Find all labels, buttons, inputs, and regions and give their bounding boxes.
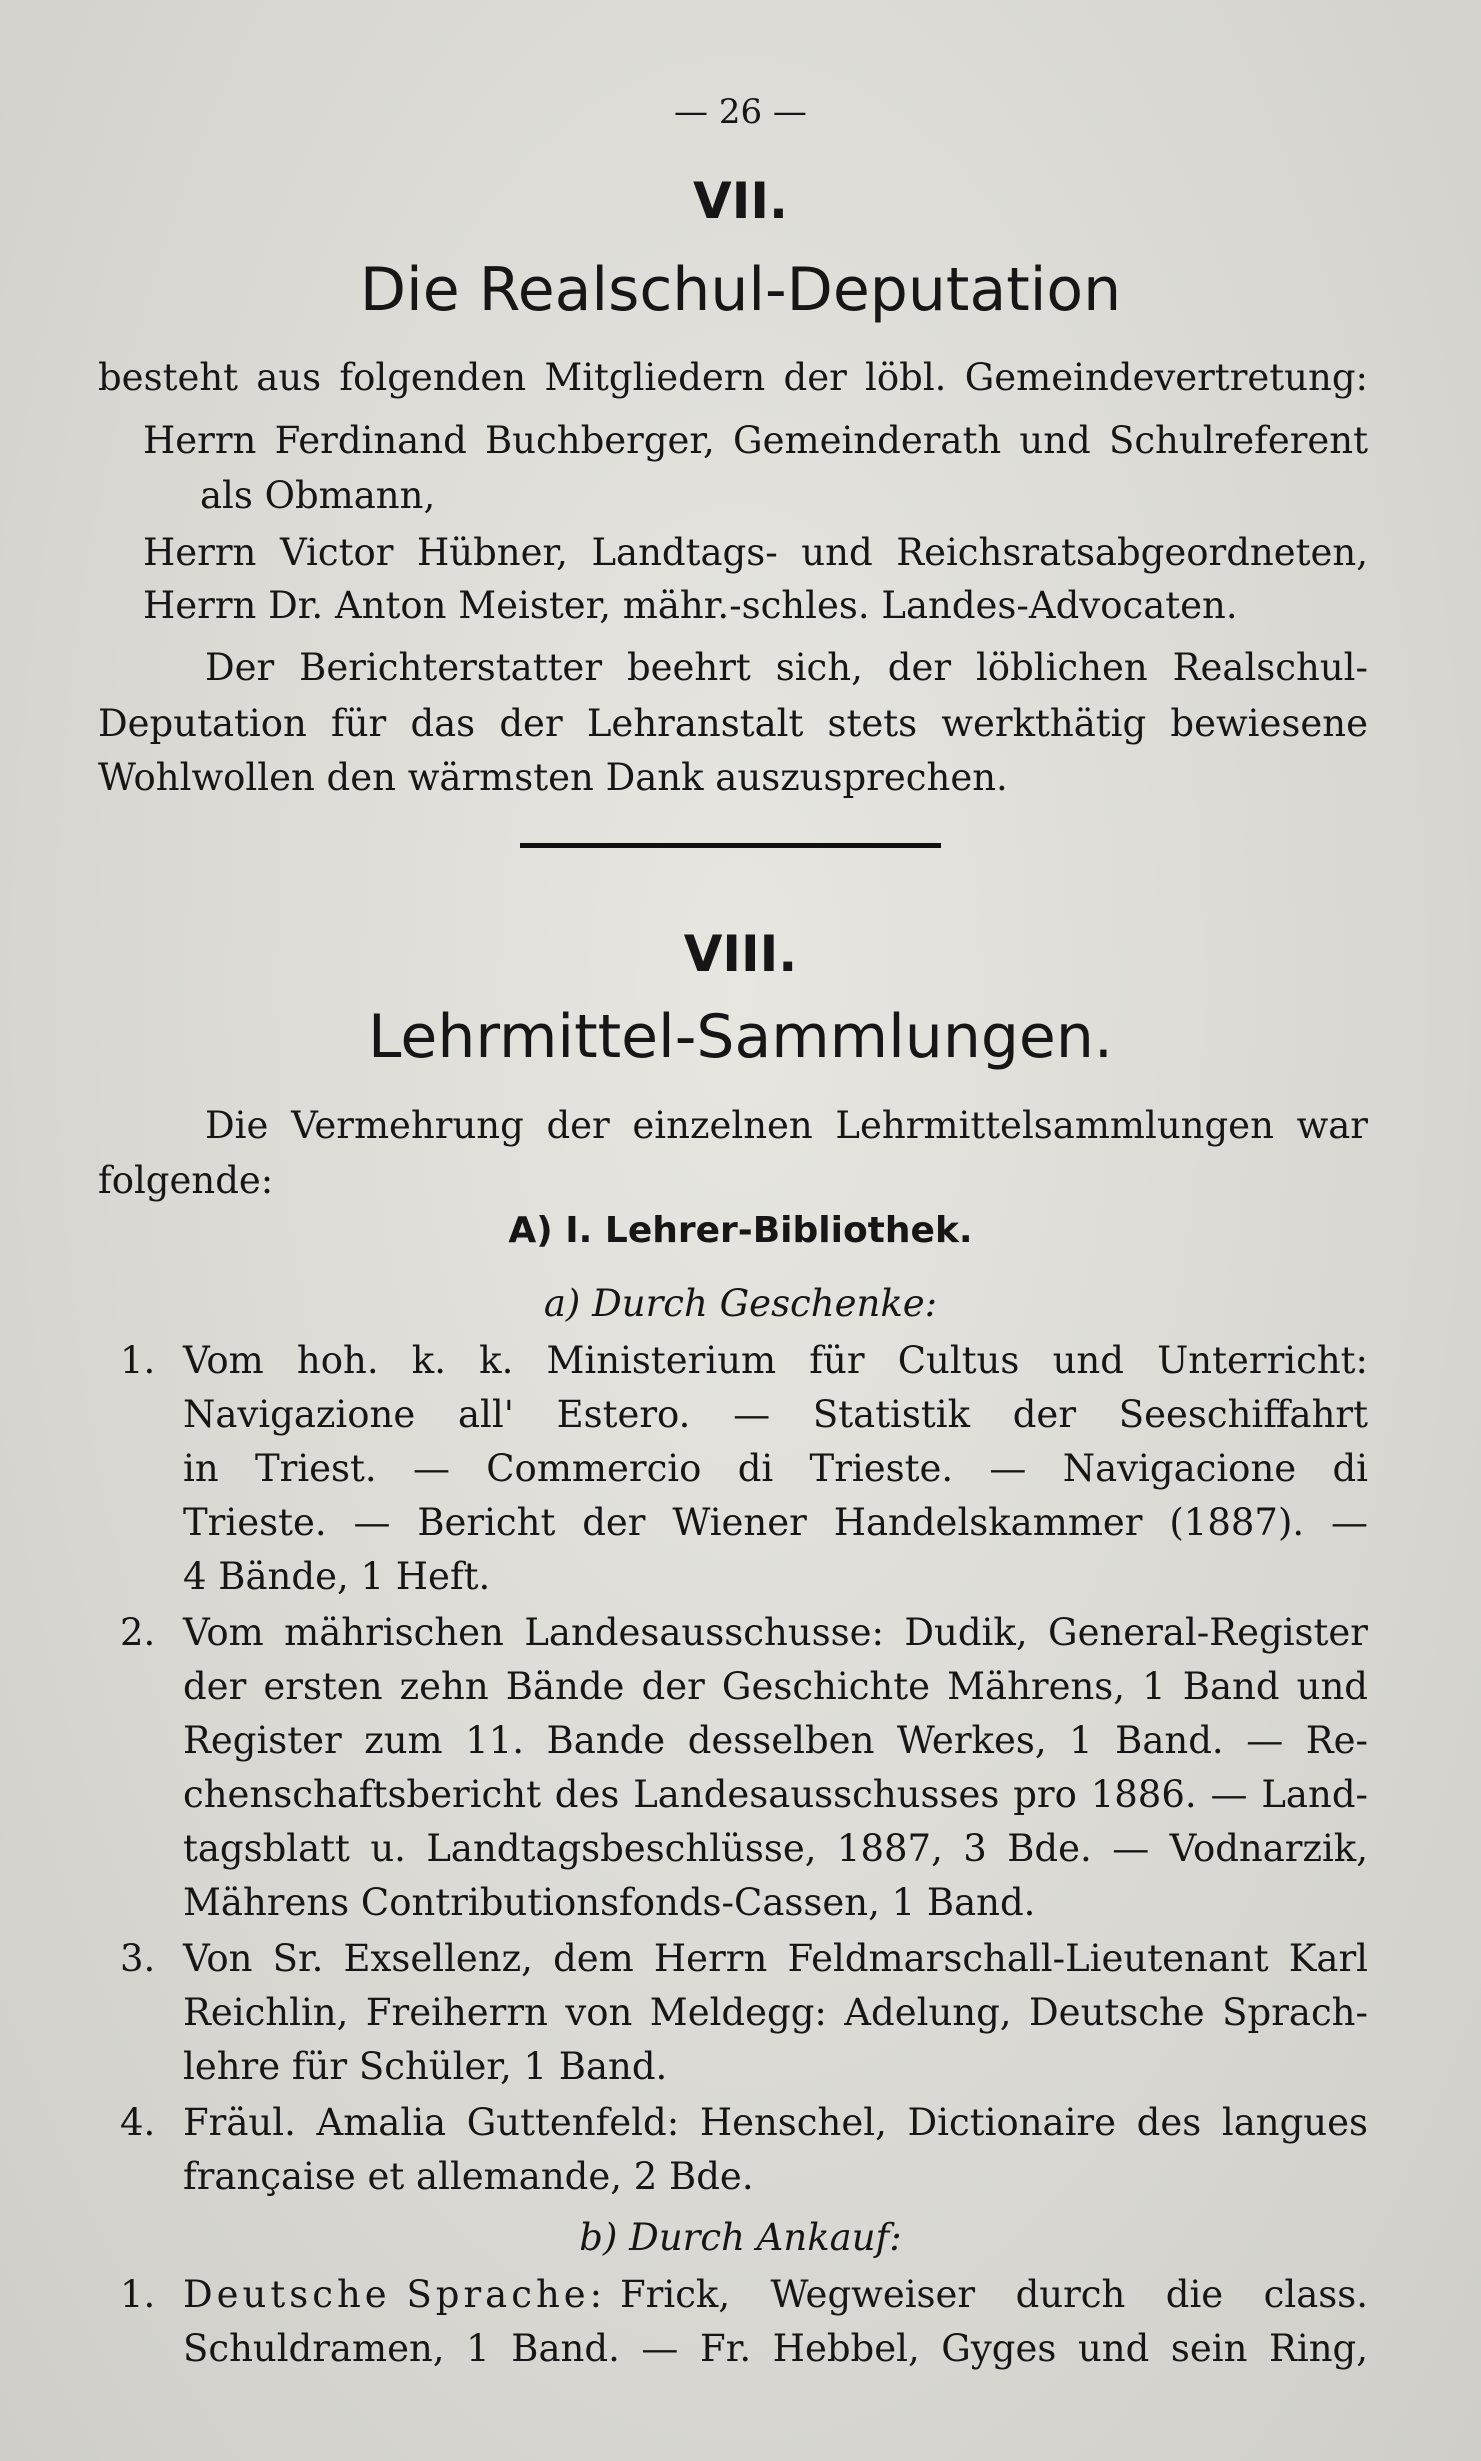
item-line: Von Sr. Exsellenz, dem Herrn Feldmarschall-Lieutenant Karl [183, 1937, 1368, 1980]
section-viii-intro: folgende: [98, 1159, 274, 1202]
item-line: in Triest. — Commercio di Trieste. — Navigacione di [183, 1447, 1368, 1490]
subheading-purchases: b) Durch Ankauf: [579, 2216, 902, 2259]
item-line: Mährens Contributionsfonds-Cassen, 1 Band. [183, 1881, 1036, 1924]
section-vii-title: Die Realschul-Deputation [359, 255, 1122, 325]
item-line: Vom mährischen Landesausschusse: Dudik, General-Register [183, 1611, 1368, 1654]
item-number: 4. [120, 2101, 156, 2144]
item-number: 2. [120, 1611, 156, 1654]
member-line: als Obmann, [200, 474, 436, 517]
item-line: Fräul. Amalia Guttenfeld: Henschel, Dictionaire des langues [183, 2101, 1368, 2144]
section-divider [520, 843, 941, 848]
thanks-line: Wohlwollen den wärmsten Dank auszusprechen. [98, 756, 1008, 799]
item-number: 1. [120, 1339, 156, 1382]
item-line: Schuldramen, 1 Band. — Fr. Hebbel, Gyges und sein Ring, [183, 2327, 1368, 2370]
item-number: 3. [120, 1937, 156, 1980]
item-line: Trieste. — Bericht der Wiener Handelskammer (1887). — [183, 1501, 1368, 1544]
thanks-line: Deputation für das der Lehranstalt stets werkthätig bewiesene [98, 702, 1368, 745]
subheading-gifts: a) Durch Geschenke: [543, 1282, 938, 1325]
item-line: lehre für Schüler, 1 Band. [183, 2045, 668, 2088]
item-line: Reichlin, Freiherrn von Meldegg: Adelung, Deutsche Sprach- [183, 1991, 1368, 2034]
item-line: der ersten zehn Bände der Geschichte Mährens, 1 Band und [183, 1665, 1368, 1708]
section-vii-numeral: VII. [693, 172, 788, 230]
section-viii-intro: Die Vermehrung der einzelnen Lehrmittelsammlungen war [205, 1104, 1368, 1147]
member-line: Herrn Ferdinand Buchberger, Gemeinderath und Schulreferent [143, 419, 1368, 462]
item-line: française et allemande, 2 Bde. [183, 2155, 754, 2198]
thanks-line: Der Berichterstatter beehrt sich, der löblichen Realschul- [205, 646, 1368, 689]
item-line: Navigazione all' Estero. — Statistik der Seeschiffahrt [183, 1393, 1368, 1436]
section-viii-numeral: VIII. [683, 925, 798, 983]
page-number: — 26 — [674, 92, 807, 132]
item-line: Register zum 11. Bande desselben Werkes, 1 Band. — Re- [183, 1719, 1368, 1762]
item-line: chenschaftsbericht des Landesausschusses pro 1886. — Land- [183, 1773, 1368, 1816]
member-line: Herrn Dr. Anton Meister, mähr.-schles. Landes-Advocaten. [143, 584, 1238, 627]
member-line: Herrn Victor Hübner, Landtags- und Reichsratsabgeordneten, [143, 531, 1368, 574]
item-line: tagsblatt u. Landtagsbeschlüsse, 1887, 3 Bde. — Vodnarzik, [183, 1827, 1368, 1870]
section-viii-title: Lehrmittel-Sammlungen. [368, 1002, 1113, 1072]
subject-label: Deutsche Sprache: [183, 2273, 607, 2316]
item-number: 1. [120, 2273, 156, 2316]
item-line: 4 Bände, 1 Heft. [183, 1555, 491, 1598]
section-vii-intro: besteht aus folgenden Mitgliedern der löbl. Gemeindevertretung: [98, 356, 1368, 399]
item-line: Vom hoh. k. k. Ministerium für Cultus und Unterricht: [183, 1339, 1368, 1382]
item-line: Frick, Wegweiser durch die class. [620, 2273, 1368, 2316]
library-heading: A) I. Lehrer-Bibliothek. [508, 1210, 973, 1251]
